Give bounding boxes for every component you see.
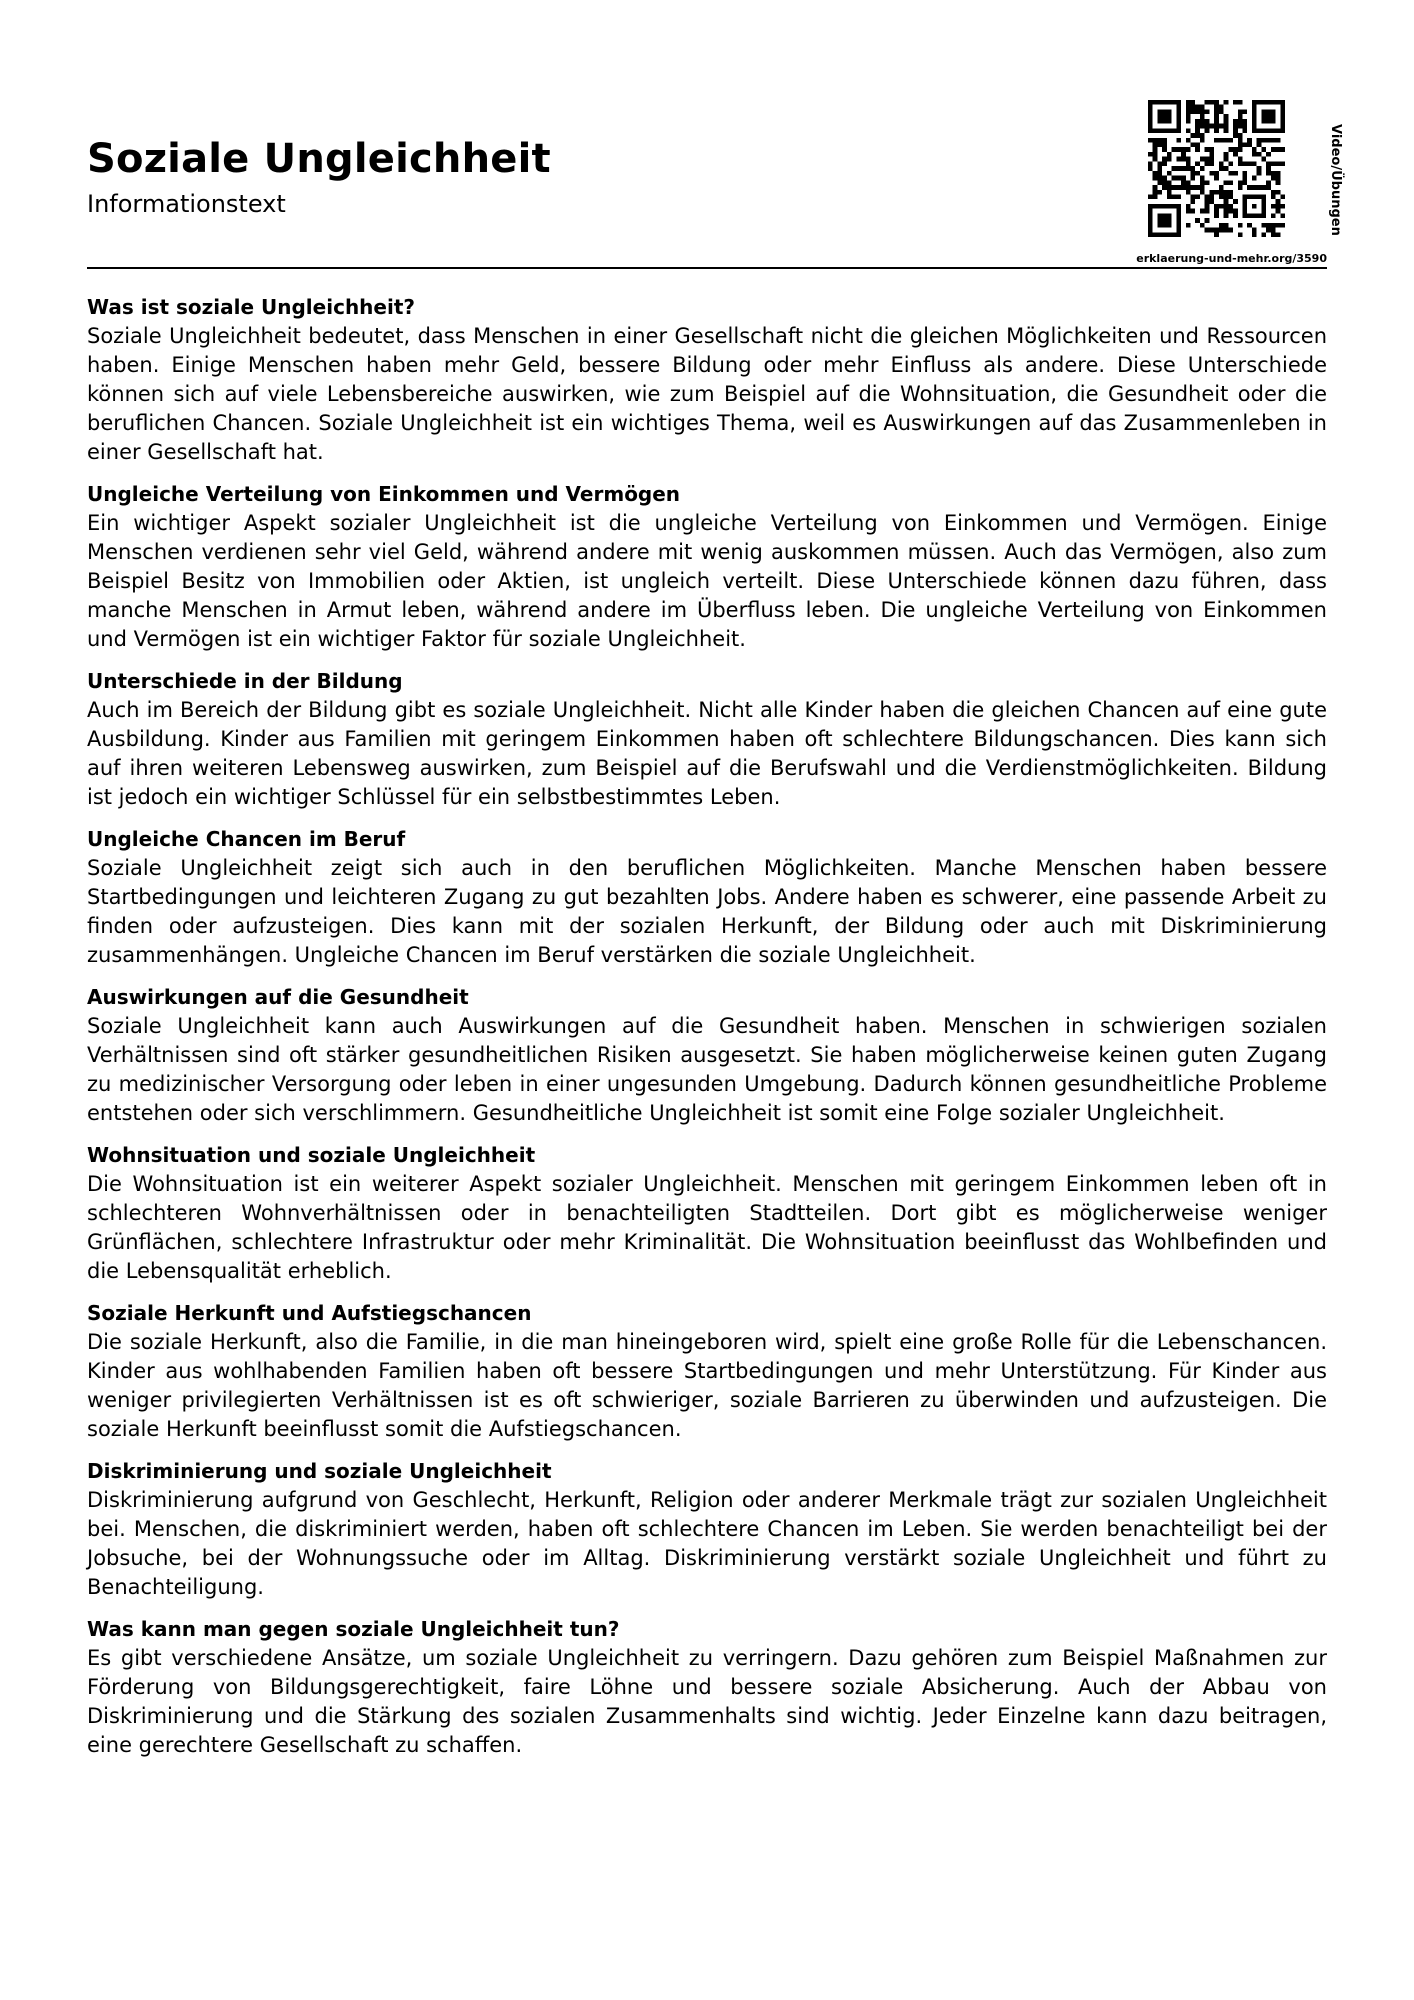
section-text: Die soziale Herkunft, also die Familie, in die man hineingeboren wird, spielt eine große Rolle für die Lebenschancen. Kinder aus wohlhabenden Familien haben oft bessere Startbedingungen und mehr Unterstützung. Für Kinder aus weniger privilegierten Verhältnissen ist es oft schwieriger, soziale Barrieren zu überwinden und aufzusteigen. Die soziale Herkunft beeinflusst somit die Aufstiegschancen. bbox=[87, 1330, 1327, 1441]
article-body bbox=[87, 293, 1327, 1773]
video-exercises-label: Video/Übungen bbox=[1328, 124, 1343, 236]
section bbox=[87, 293, 1327, 467]
section bbox=[87, 480, 1327, 654]
section-heading: Ungleiche Verteilung von Einkommen und Vermögen bbox=[87, 482, 681, 506]
section-text: Soziale Ungleichheit kann auch Auswirkungen auf die Gesundheit haben. Menschen in schwierigen sozialen Verhältnissen sind oft stärker gesundheitlichen Risiken ausgesetzt. Sie haben möglicherweise keinen guten Zugang zu medizinischer Versorgung oder leben in einer ungesunden Umgebung. Dadurch können gesundheitliche Probleme entstehen oder sich verschlimmern. Gesundheitliche Ungleichheit ist somit eine Folge sozialer Ungleichheit. bbox=[87, 1014, 1327, 1125]
header-divider bbox=[87, 267, 1327, 269]
section bbox=[87, 983, 1327, 1128]
section-text: Ein wichtiger Aspekt sozialer Ungleichheit ist die ungleiche Verteilung von Einkommen und Vermögen. Einige Menschen verdienen sehr viel Geld, während andere mit wenig auskommen müssen. Auch das Vermögen, also zum Beispiel Besitz von Immobilien oder Aktien, ist ungleich verteilt. Diese Unterschiede können dazu führen, dass manche Menschen in Armut leben, während andere im Überfluss leben. Die ungleiche Verteilung von Einkommen und Vermögen ist ein wichtiger Faktor für soziale Ungleichheit. bbox=[87, 511, 1327, 651]
section bbox=[87, 1299, 1327, 1444]
section bbox=[87, 1457, 1327, 1602]
section-heading: Diskriminierung und soziale Ungleichheit bbox=[87, 1459, 552, 1483]
worksheet-page bbox=[87, 0, 1343, 2000]
section-text: Die Wohnsituation ist ein weiterer Aspekt sozialer Ungleichheit. Menschen mit geringem Einkommen leben oft in schlechteren Wohnverhältnissen oder in benachteiligten Stadtteilen. Dort gibt es möglicherweise weniger Grünflächen, schlechtere Infrastruktur oder mehr Kriminalität. Die Wohnsituation beeinflusst das Wohlbefinden und die Lebensqualität erheblich. bbox=[87, 1172, 1327, 1283]
source-url[interactable]: erklaerung-und-mehr.org/3590 bbox=[1136, 252, 1327, 265]
section-text: Auch im Bereich der Bildung gibt es soziale Ungleichheit. Nicht alle Kinder haben die gleichen Chancen auf eine gute Ausbildung. Kinder aus Familien mit geringem Einkommen haben oft schlechtere Bildungschancen. Dies kann sich auf ihren weiteren Lebensweg auswirken, zum Beispiel auf die Berufswahl und die Verdienstmöglichkeiten. Bildung ist jedoch ein wichtiger Schlüssel für ein selbstbestimmtes Leben. bbox=[87, 698, 1327, 809]
section bbox=[87, 1615, 1327, 1760]
page-title: Soziale Ungleichheit bbox=[87, 136, 551, 182]
section-heading: Soziale Herkunft und Aufstiegschancen bbox=[87, 1301, 532, 1325]
section-text: Es gibt verschiedene Ansätze, um soziale Ungleichheit zu verringern. Dazu gehören zum Beispiel Maßnahmen zur Förderung von Bildungsgerechtigkeit, faire Löhne und bessere soziale Absicherung. Auch der Abbau von Diskriminierung und die Stärkung des sozialen Zusammenhalts sind wichtig. Jeder Einzelne kann dazu beitragen, eine gerechtere Gesellschaft zu schaffen. bbox=[87, 1646, 1327, 1757]
qr-code-icon[interactable] bbox=[1148, 100, 1285, 237]
section-heading: Auswirkungen auf die Gesundheit bbox=[87, 985, 469, 1009]
page-header bbox=[87, 0, 1343, 270]
section bbox=[87, 667, 1327, 812]
section-heading: Was ist soziale Ungleichheit? bbox=[87, 295, 415, 319]
section bbox=[87, 825, 1327, 970]
section bbox=[87, 1141, 1327, 1286]
section-heading: Unterschiede in der Bildung bbox=[87, 669, 403, 693]
section-heading: Wohnsituation und soziale Ungleichheit bbox=[87, 1143, 536, 1167]
section-heading: Ungleiche Chancen im Beruf bbox=[87, 827, 406, 851]
section-heading: Was kann man gegen soziale Ungleichheit tun? bbox=[87, 1617, 620, 1641]
page-subtitle: Informationstext bbox=[87, 190, 286, 218]
section-text: Soziale Ungleichheit zeigt sich auch in den beruflichen Möglichkeiten. Manche Menschen haben bessere Startbedingungen und leichteren Zugang zu gut bezahlten Jobs. Andere haben es schwerer, eine passende Arbeit zu finden oder aufzusteigen. Dies kann mit der sozialen Herkunft, der Bildung oder auch mit Diskriminierung zusammenhängen. Ungleiche Chancen im Beruf verstärken die soziale Ungleichheit. bbox=[87, 856, 1327, 967]
section-text: Diskriminierung aufgrund von Geschlecht, Herkunft, Religion oder anderer Merkmale trägt zur sozialen Ungleichheit bei. Menschen, die diskriminiert werden, haben oft schlechtere Chancen im Leben. Sie werden benachteiligt bei der Jobsuche, bei der Wohnungssuche oder im Alltag. Diskriminierung verstärkt soziale Ungleichheit und führt zu Benachteiligung. bbox=[87, 1488, 1327, 1599]
section-text: Soziale Ungleichheit bedeutet, dass Menschen in einer Gesellschaft nicht die gleichen Möglichkeiten und Ressourcen haben. Einige Menschen haben mehr Geld, bessere Bildung oder mehr Einfluss als andere. Diese Unterschiede können sich auf viele Lebensbereiche auswirken, wie zum Beispiel auf die Wohnsituation, die Gesundheit oder die beruflichen Chancen. Soziale Ungleichheit ist ein wichtiges Thema, weil es Auswirkungen auf das Zusammenleben in einer Gesellschaft hat. bbox=[87, 324, 1327, 464]
